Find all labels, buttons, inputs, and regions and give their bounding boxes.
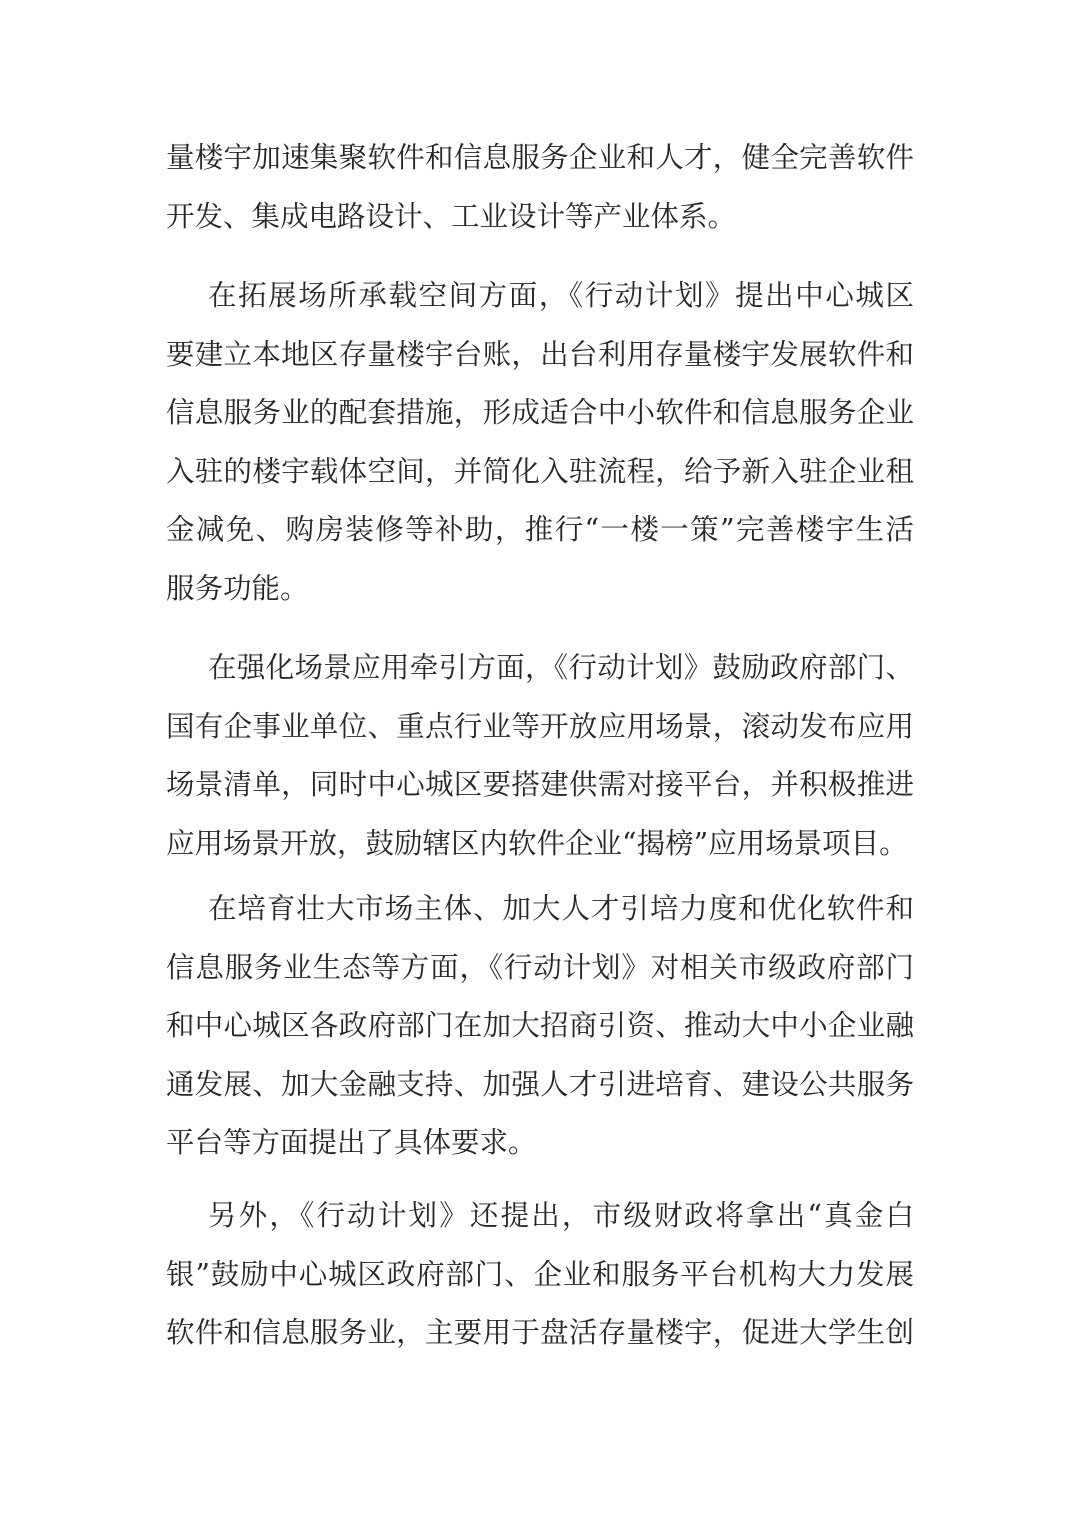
paragraph-5-line-3: 软件和信息服务业，主要用于盘活存量楼宇，促进大学生创 xyxy=(166,1316,914,1349)
paragraph-4-line-3: 和中心城区各政府部门在加大招商引资、推动大中小企业融 xyxy=(166,1009,914,1042)
paragraph-2-line-3: 信息服务业的配套措施，形成适合中小软件和信息服务企业 xyxy=(166,396,914,429)
paragraph-3-line-3: 场景清单，同时中心城区要搭建供需对接平台，并积极推进 xyxy=(166,768,914,801)
paragraph-2-line-5: 金减免、购房装修等补助，推行“一楼一策”完善楼宇生活 xyxy=(166,513,914,546)
paragraph-4-line-4: 通发展、加大金融支持、加强人才引进培育、建设公共服务 xyxy=(166,1068,914,1101)
paragraph-5-line-1: 另外，《行动计划》还提出，市级财政将拿出“真金白 xyxy=(208,1199,914,1232)
paragraph-3-line-2: 国有企事业单位、重点行业等开放应用场景，滚动发布应用 xyxy=(166,710,914,743)
paragraph-2-line-1: 在拓展场所承载空间方面，《行动计划》提出中心城区 xyxy=(208,279,914,312)
paragraph-1-line-1: 量楼宇加速集聚软件和信息服务企业和人才，健全完善软件 xyxy=(166,141,914,174)
paragraph-3-line-1: 在强化场景应用牵引方面，《行动计划》鼓励政府部门、 xyxy=(208,651,914,684)
paragraph-4-line-1: 在培育壮大市场主体、加大人才引培力度和优化软件和 xyxy=(208,892,914,925)
paragraph-2-line-4: 入驻的楼宇载体空间，并简化入驻流程，给予新入驻企业租 xyxy=(166,455,914,488)
paragraph-2-line-2: 要建立本地区存量楼宇台账，出台利用存量楼宇发展软件和 xyxy=(166,338,914,371)
paragraph-4-line-2: 信息服务业生态等方面，《行动计划》对相关市级政府部门 xyxy=(166,951,914,984)
paragraph-2-line-6: 服务功能。 xyxy=(166,572,309,605)
paragraph-3-line-4: 应用场景开放，鼓励辖区内软件企业“揭榜”应用场景项目。 xyxy=(166,827,908,860)
paragraph-1-line-2: 开发、集成电路设计、工业设计等产业体系。 xyxy=(166,200,737,233)
paragraph-5-line-2: 银”鼓励中心城区政府部门、企业和服务平台机构大力发展 xyxy=(166,1258,914,1291)
paragraph-4-line-5: 平台等方面提出了具体要求。 xyxy=(166,1126,537,1159)
